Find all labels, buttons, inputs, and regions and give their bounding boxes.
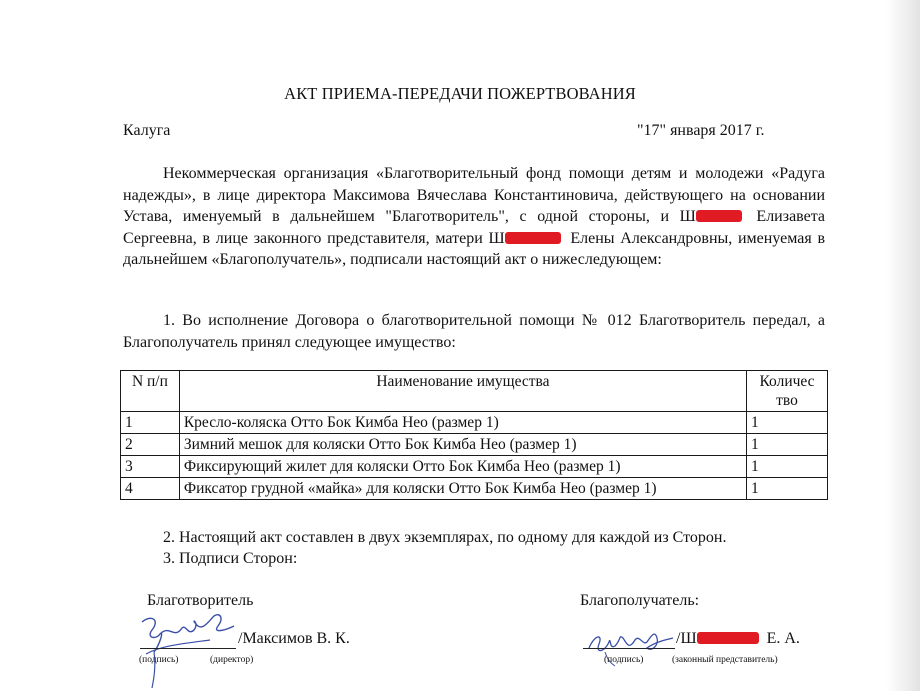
donor-caption-sign: (подпись) (139, 655, 179, 665)
recipient-caption-role: (законный представитель) (672, 655, 778, 665)
property-table (120, 370, 828, 500)
row-name: Фиксатор грудной «майка» для коляски Отто Бок Кимба Нео (размер 1) (179, 478, 746, 500)
header-qty: Количес тво (747, 371, 828, 412)
header-num: N п/п (121, 371, 180, 412)
donor-caption-role: (директор) (210, 655, 254, 665)
table-header-row (121, 371, 828, 412)
intro-paragraph (123, 163, 825, 271)
table-row (121, 412, 828, 434)
clause-1-text: 1. Во исполнение Договора о благотворительной помощи № 012 Благотворитель передал, а Благополучатель принял следующее имущество: (123, 312, 825, 351)
row-num: 4 (121, 478, 180, 500)
recipient-name-prefix: /Ш (676, 630, 697, 647)
recipient-name-suffix: Е. А. (766, 630, 800, 647)
row-qty: 1 (747, 412, 828, 434)
intro-text-1: Некоммерческая организация «Благотворительный фонд помощи детям и молодежи «Радуга надежды», в лице директора Максимова Вячеслава Константиновича, действующего на основании Устава, именуемый в дальнейшем "Благотворитель", с одной стороны, и Ш (123, 165, 825, 226)
row-name: Кресло-коляска Отто Бок Кимба Нео (размер 1) (179, 412, 746, 434)
table-row (121, 456, 828, 478)
donor-label: Благотворитель (147, 592, 254, 609)
row-qty: 1 (747, 478, 828, 500)
clause-2: 2. Настоящий акт составлен в двух экземплярах, по одному для каждой из Сторон. (163, 529, 727, 546)
donor-name: /Максимов В. К. (238, 630, 350, 647)
row-name: Зимний мешок для коляски Отто Бок Кимба Нео (размер 1) (179, 434, 746, 456)
header-name: Наименование имущества (179, 371, 746, 412)
table-row (121, 434, 828, 456)
row-qty: 1 (747, 456, 828, 478)
recipient-caption-sign: (подпись) (604, 655, 644, 665)
recipient-name (676, 630, 800, 648)
document-title: АКТ ПРИЕМА-ПЕРЕДАЧИ ПОЖЕРТВОВАНИЯ (284, 84, 636, 103)
intro-text-2: Елизавета Сергеевна, в лице законного представителя, матери Ш (123, 208, 826, 247)
recipient-label: Благополучатель: (580, 592, 700, 609)
row-num: 1 (121, 412, 180, 434)
clause-1 (123, 310, 825, 353)
row-name: Фиксирующий жилет для коляски Отто Бок Кимба Нео (размер 1) (179, 456, 746, 478)
clause-3: 3. Подписи Сторон: (163, 550, 298, 567)
row-qty: 1 (747, 434, 828, 456)
document-date: "17" января 2017 г. (637, 122, 765, 139)
document-city: Калуга (123, 122, 171, 139)
row-num: 2 (121, 434, 180, 456)
row-num: 3 (121, 456, 180, 478)
redaction-mark (505, 232, 561, 244)
intro-text-3: Елены Александровны, именуемая в дальнейшем «Благополучатель», подписали настоящий акт о нижеследующем: (123, 229, 825, 269)
recipient-signature-line (583, 648, 675, 649)
redaction-mark (697, 632, 759, 644)
redaction-mark (696, 210, 742, 222)
table-row (121, 478, 828, 500)
donor-signature-line (140, 648, 236, 649)
donor-signature-icon (130, 600, 240, 690)
